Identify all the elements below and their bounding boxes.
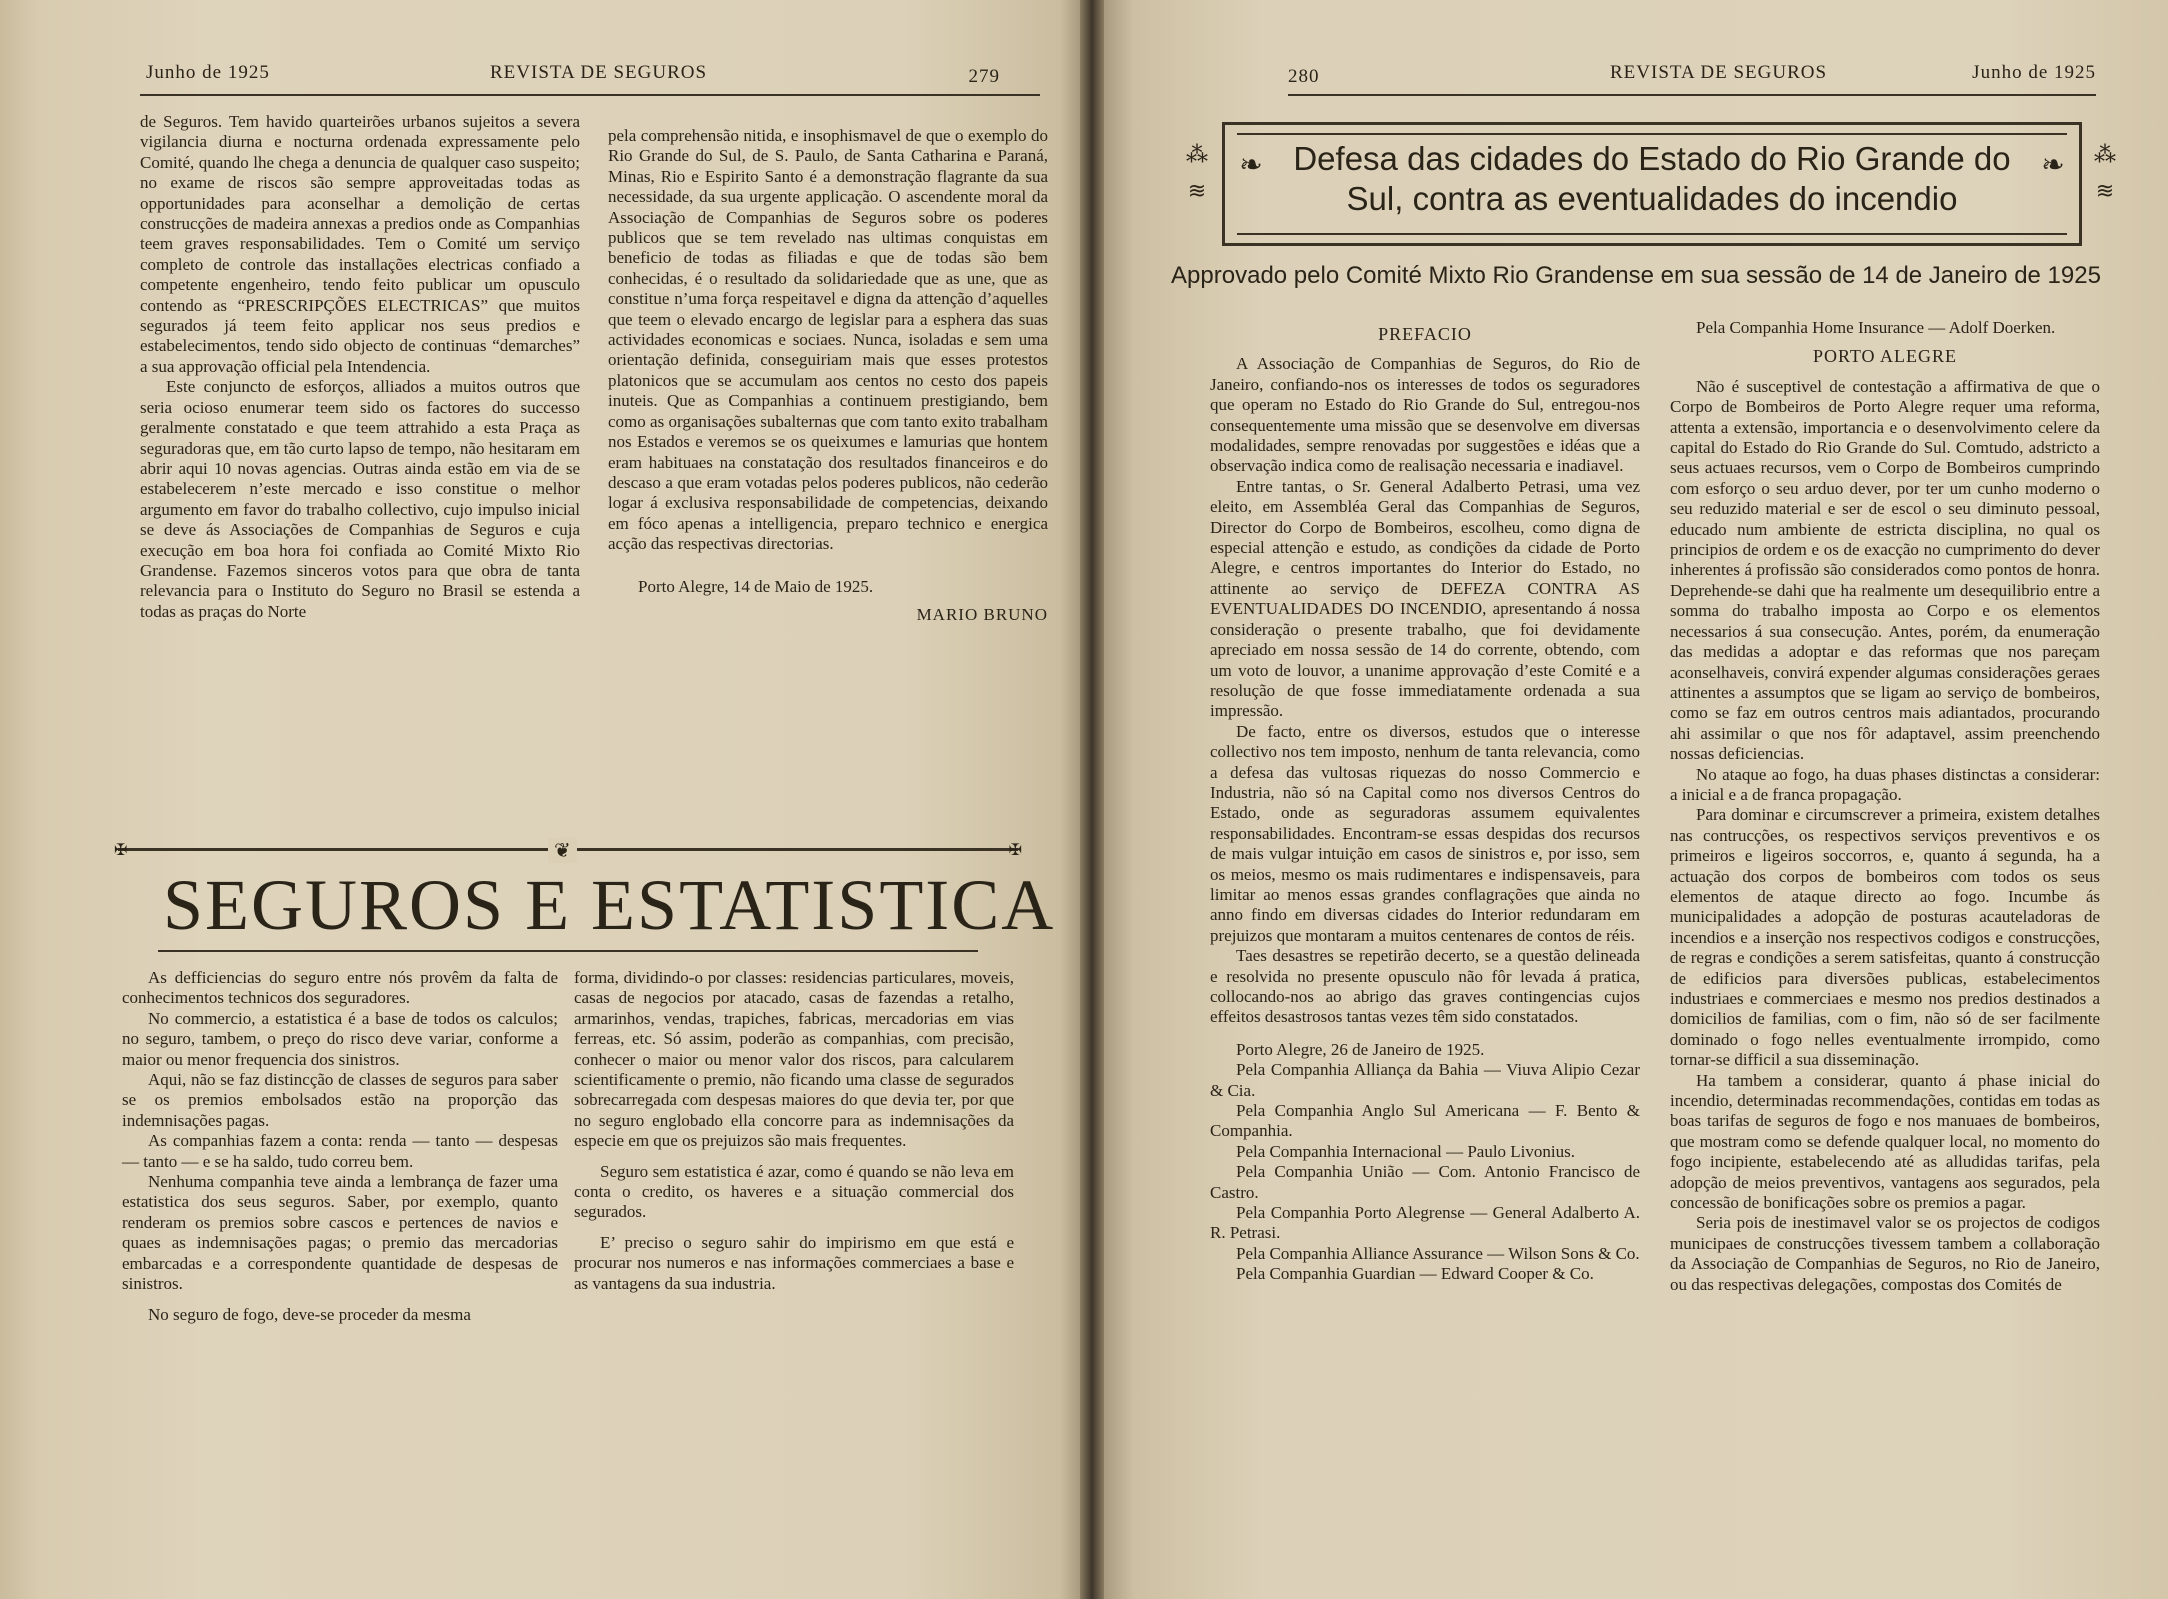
- left-column-4: [574, 968, 1014, 1294]
- right-header-rule: [1288, 94, 2096, 96]
- paragraph: Entre tantas, o Sr. General Adalberto Petrasi, uma vez eleito, em Assembléa Geral das Companhias de Seguros, Director do Corpo de Bombeiros, escolheu, como digna de especial attenção e estudo, as condições da cidade de Porto Alegre, e centros importantes do Interior do Estado, no attinente ao serviço de DEFEZA CONTRA AS EVENTUALIDADES DO INCENDIO, apresentando á nossa consideração o presente trabalho, que foi devidamente apreciado em nossa sessão de 14 do corrente, obtendo, com um voto de louvor, a unanime approvação d’este Comité e a resolução de que fosse immediatamente ordenada a sua impressão.: [1210, 476, 1640, 721]
- paragraph: Aqui, não se faz distincção de classes de seguros para saber se os premios embolsados estão na proporção das indemnisações pagas.: [122, 1070, 558, 1130]
- side-ornament-icon: ⁂: [1186, 142, 1208, 167]
- dateline: Porto Alegre, 26 de Janeiro de 1925.: [1236, 1039, 1485, 1059]
- side-ornament-icon: ⁂: [2094, 142, 2116, 167]
- signatory: Pela Companhia Home Insurance — Adolf Doerken.: [1696, 318, 2056, 337]
- signatory: Pela Companhia Internacional — Paulo Livonius.: [1236, 1141, 1575, 1161]
- book-gutter: [1080, 0, 1104, 1599]
- paragraph: As defficiencias do seguro entre nós provêm da falta de conhecimentos technicos dos seguradores.: [122, 968, 558, 1008]
- right-header-date: Junho de 1925: [1972, 62, 2096, 83]
- left-header-page-number: 279: [968, 66, 1000, 87]
- paragraph: No commercio, a estatistica é a base de todos os calculos; no seguro, tambem, o preço do risco deve variar, conforme a maior ou menor frequencia dos sinistros.: [122, 1008, 558, 1069]
- paragraph: Não é susceptivel de contestação a affirmativa de que o Corpo de Bombeiros de Porto Alegre requer uma reforma, attenta a extensão, importancia e o desenvolvimento celere da capital do Estado do Rio Grande do Sul. Comtudo, adstricto a seus actuaes recursos, vem o Corpo de Bombeiros cumprindo com esforço o seu arduo dever, por ter um cunho moderno o seu reduzido material e ser de escol o seu diminuto pessoal, educado num ambiente de estricta disciplina, no qual os principios de ordem e os de exacção no cumprimento do dever inherentes á profissão são considerados como pontos de honra. Deprehende-se dahi que ha realmente um desequilibrio entre a somma do trabalho imposta ao Corpo e os elementos necessarios á sua consecução. Antes, porém, da enumeração das medidas a adoptar e das reformas que nos pareçam aconselhaveis, convirá expender algumas considerações geraes attinentes a assumptos que se ligam ao serviço de bombeiros, como se faz em outros centros mais adiantados, procurando ahi assimilar o que nos fôr adaptavel, assim preenchendo nossas deficiencias.: [1670, 376, 2100, 764]
- left-column-1: [140, 112, 580, 622]
- frame-ornament-icon: ❧: [1239, 150, 1263, 181]
- signatory: Pela Companhia Alliança da Bahia — Viuva Alipio Cezar & Cia.: [1210, 1060, 1640, 1100]
- paragraph: forma, dividindo-o por classes: residencias particulares, moveis, casas de negocios por atacado, casas de fazendas a retalho, armarinhos, vendas, trapiches, fabricas, mercadorias em vias ferreas, etc. Só assim, poderão as companhias, com precisão, conhecer o maior ou menor valor dos riscos, para calcularem scientificamente o premio, não ficando uma classe de segurados sobrecarregada com despesas maiores do que devia ter, por que no seguro englobado ella concorre para as indemnisações da especie em que os prejuizos são mais frequentes.: [574, 968, 1014, 1151]
- article-title: Defesa das cidades do Estado do Rio Grande do Sul, contra as eventualidades do incendio: [1293, 140, 2011, 217]
- paragraph: de Seguros. Tem havido quarteirões urbanos sujeitos a severa vigilancia diurna e nocturna ordenada expressamente pelo Comité, quando lhe chega a denuncia de qualquer caso suspeito; no exame de riscos são sempre approveitadas todas as opportunidades para aconselhar a demolição de certas construcções de madeira annexas a predios onde as Companhias teem graves responsabilidades. Tem o Comité um serviço completo de controle das installações electricas confiado a competente engenheiro, tendo feito publicar um opusculo contendo as “PRESCRIPÇÕES ELECTRICAS” que muitos segurados já teem feito applicar nos seus predios e estabelecimentos, tendo sido objecto de continuas “demarches” a sua approvação official pela Intendencia.: [140, 112, 580, 376]
- corner-ornament-icon: ✠: [1008, 842, 1022, 859]
- right-column-2: [1670, 318, 2100, 1295]
- section-heading: PORTO ALEGRE: [1812, 346, 1958, 367]
- signatory: Pela Companhia Alliance Assurance — Wilson Sons & Co.: [1236, 1243, 1640, 1263]
- signatory: Pela Companhia Porto Alegrense — General Adalberto A. R. Petrasi.: [1210, 1203, 1640, 1243]
- side-ornament-icon: ≋: [1187, 178, 1207, 203]
- signatory: Pela Companhia Anglo Sul Americana — F. Bento & Companhia.: [1210, 1101, 1640, 1141]
- paragraph: No ataque ao fogo, ha duas phases distinctas a considerar: a inicial e a de franca propagação.: [1670, 764, 2100, 804]
- paragraph: As companhias fazem a conta: renda — tanto — despesas — tanto — e se ha saldo, tudo correu bem.: [122, 1131, 558, 1171]
- signatory: Pela Companhia Guardian — Edward Cooper & Co.: [1236, 1264, 1594, 1284]
- paragraph: Taes desastres se repetirão decerto, se a questão delineada e resolvida no presente opusculo não fôr levada á pratica, collocando-nos ao abrigo das graves contingencias cujos effeitos desastrosos tantas vezes têm sido constatados.: [1210, 946, 1640, 1027]
- right-column-1: [1210, 318, 1640, 1285]
- right-page: [1104, 0, 2168, 1599]
- paragraph: Seria pois de inestimavel valor se os projectos de codigos municipaes de construcções tivessem tambem a collaboração da Associação de Companhias de Seguros, no Rio de Janeiro, ou das respectivas delegações, compostas dos Comités de: [1670, 1213, 2100, 1294]
- side-ornament-icon: ≋: [2095, 178, 2115, 203]
- section-heading: PREFACIO: [1378, 324, 1472, 344]
- signatory: Pela Companhia União — Com. Antonio Francisco de Castro.: [1210, 1162, 1640, 1202]
- article-title-block: [114, 838, 1056, 960]
- paragraph: Para dominar e circumscrever a primeira, existem detalhes nas contrucções, os respectivos serviços preventivos e os primeiros e ligeiros soccorros, e, quanto á segunda, ha a actuação dos corpos de bombeiros com todos os seus elementos de ataque directo ao fogo. Incumbe ás municipalidades a adopção de posturas acauteladoras de incendios e a inserção nos respectivos codigos e construcções, de regras e condições a serem satisfeitas, quanto á construcção de edificios para diversões publicas, estabelecimentos industriaes e commerciaes e mesmo nos predios destinados a domicilios de familias, com o fim, não só de ser facilmente dominado o fogo nelles eventualmente irrompido, como tornar-se difficil a sua disseminação.: [1670, 805, 2100, 1070]
- paragraph: No seguro de fogo, deve-se proceder da mesma: [148, 1304, 471, 1324]
- rule-ornament-icon: ❦: [548, 838, 577, 863]
- paragraph: E’ preciso o seguro sahir do impirismo em que está e procurar nos numeros e nas informações commerciaes a base e as vantagens da sua industria.: [574, 1232, 1014, 1293]
- right-header-page-number: 280: [1288, 66, 1320, 87]
- paragraph: Este conjuncto de esforços, alliados a muitos outros que seria ocioso enumerar teem sido os factores do successo geralmente constatado e que teem attrahido a esta Praça as seguradoras que, em tão curto lapso de tempo, não hesitaram em abrir aqui 10 novas agencias. Outras ainda estão em via de se estabelecerem n’este mercado e isso constitue o melhor argumento em favor do trabalho collectivo, cujo impulso inicial se deve ás Associações de Companhias de Seguros e cuja execução em boa hora foi confiada ao Comité Mixto Rio Grandense. Fazemos sinceros votos para que obra de tanta relevancia para o Instituto do Seguro no Brasil se estenda a todas as praças do Norte: [140, 377, 580, 621]
- right-header-journal: REVISTA DE SEGUROS: [1610, 62, 1828, 83]
- left-header-date: Junho de 1925: [146, 62, 270, 83]
- dateline: Porto Alegre, 14 de Maio de 1925.: [638, 576, 874, 596]
- article-title-frame: [1222, 122, 2082, 246]
- article-title: SEGUROS E ESTATISTICA: [163, 865, 1056, 945]
- left-page: [0, 0, 1080, 1599]
- paragraph: pela comprehensão nitida, e insophismavel de que o exemplo do Rio Grande do Sul, de S. Paulo, de Santa Catharina e Paraná, Minas, Rio e Espirito Santo é a demonstração flagrante da sua necessidade, da sua urgente applicação. O ascendente moral da Associação de Companhias de Seguros sobre os poderes publicos que se tem revelado nas ultimas conquistas em beneficio de todas as filiadas e que de todas são bem conhecidas, é o resultado da solidariedade que as une, que as constitue n’uma força respeitavel e digna da attenção d’aquelles que teem o elevado encargo de legislar para a esphera das suas actividades economicas e sociaes. Nunca, isoladas e sem uma orientação definida, conseguiriam mais que esses protestos platonicos que se accumulam aos centos no cesto dos papeis inuteis. Que as Companhias a continuem prestigiando, bem como as organisações subalternas que com tanto exito trabalham nos Estados e veremos se os queixumes e lamurias que hontem eram habituaes na constatação dos resultados financeiros e do descaso a que eram votadas pelos poderes publicos, não cederão logar á exclusiva responsabilidade de competencias, deixando em fóco apenas a intelligencia, preparo technico e energica acção das respectivas directorias.: [608, 126, 1048, 554]
- left-header-journal: REVISTA DE SEGUROS: [490, 62, 708, 83]
- right-running-header: [1196, 56, 2096, 96]
- left-running-header: [140, 56, 1040, 96]
- paragraph: Nenhuma companhia teve ainda a lembrança de fazer uma estatistica dos seus seguros. Saber, por exemplo, quanto renderam os premios sobre cascos e pertences de navios e quaes as indemnisações pagas; o premio das mercadorias embarcadas e a correspondente quantidade de despesas de sinistros.: [122, 1172, 558, 1294]
- paragraph: A Associação de Companhias de Seguros, do Rio de Janeiro, confiando-nos os interesses de todos os seguradores que operam no Estado do Rio Grande do Sul, entregou-nos consequentemente uma missão que se desenvolve em diversas modalidades, sempre renovadas por suggestões e idéas que a observação indica como de realisação necessaria e inadiavel.: [1210, 354, 1640, 476]
- corner-ornament-icon: ✠: [114, 842, 128, 859]
- paragraph: Ha tambem a considerar, quanto á phase inicial do incendio, determinadas recommendações, contidas em todas as boas tarifas de seguros de fogo e nos manuaes de bombeiros, que mostram como se defende qualquer local, no momento do fogo incipiente, estabelecendo até as alludidas tarifas, pela adopção de meios preventivos, vantagens aos segurados, pela concessão de bonificações sobre os premios a pagar.: [1670, 1070, 2100, 1213]
- left-header-rule: [140, 94, 1040, 96]
- left-column-3: [122, 968, 558, 1325]
- article-subtitle: Approvado pelo Comité Mixto Rio Grandense em sua sessão de 14 de Janeiro de 1925: [1171, 262, 2101, 289]
- title-bottom-rule: [158, 950, 978, 952]
- left-column-2: [608, 126, 1048, 625]
- author-signature: MARIO BRUNO: [916, 604, 1048, 624]
- paragraph: De facto, entre os diversos, estudos que o interesse collectivo nos tem imposto, nenhum de tanta relevancia, como a defesa das vultosas riquezas do nosso Commercio e Industria, não só na Capital como nos diversos Centros do Estado, onde as seguradoras assumem equivalentes responsabilidades. Encontram-se essas despidas dos recursos de mais vulgar intuição em casos de sinistros e, por isso, sem os meios, mesmo os mais rudimentares e indispensaveis, para limitar ao menos essas grandes conflagrações que ainda no anno findo em diversas cidades do Interior redundaram em prejuizos que montaram a muitos centenares de contos de réis.: [1210, 721, 1640, 945]
- paragraph: Seguro sem estatistica é azar, como é quando se não leva em conta o credito, os haveres e a situação commercial dos segurados.: [574, 1161, 1014, 1222]
- frame-ornament-icon: ❧: [2041, 150, 2065, 181]
